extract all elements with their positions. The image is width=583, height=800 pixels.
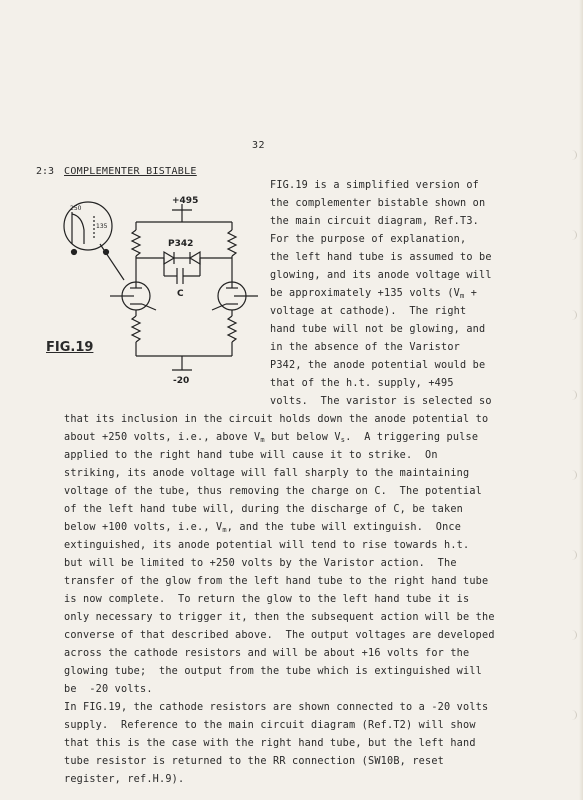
body-line-8: extinguished, its anode potential will tend to rise towards h.t. xyxy=(64,540,470,551)
body-line-13: converse of that described above. The output voltages are developed xyxy=(64,630,495,641)
binder-mark xyxy=(562,710,577,720)
body-line-7 xyxy=(64,522,461,534)
right-line-6: glowing, and its anode voltage will xyxy=(270,270,492,281)
body-line-17: In FIG.19, the cathode resistors are shown connected to a -20 volts xyxy=(64,702,489,713)
supply-label: +495 xyxy=(172,196,199,206)
body-line-10: transfer of the glow from the left hand tube to the right hand tube xyxy=(64,576,489,587)
body-line-3: applied to the right hand tube will cause it to strike. On xyxy=(64,450,438,461)
body-line-7-after: , and the tube will extinguish. Once xyxy=(226,522,462,533)
binder-mark xyxy=(562,310,577,320)
body-line-21: register, ref.H.9). xyxy=(64,774,185,785)
body-line-15: glowing tube; the output from the tube which is extinguished will xyxy=(64,666,483,677)
body-line-9: but will be limited to +250 volts by the Varistor action. The xyxy=(64,558,457,569)
right-line-13: volts. The varistor is selected so xyxy=(270,396,492,407)
section-title: COMPLEMENTER BISTABLE xyxy=(64,166,197,177)
body-line-12: only necessary to trigger it, then the subsequent action will be the xyxy=(64,612,495,623)
fig19-circuit-diagram xyxy=(60,196,270,396)
body-line-19: that this is the case with the right hand tube, but the left hand xyxy=(64,738,476,749)
binder-mark xyxy=(562,150,577,160)
body-line-18: supply. Reference to the main circuit diagram (Ref.T2) will show xyxy=(64,720,476,731)
right-line-9: hand tube will not be glowing, and xyxy=(270,324,486,335)
capacitor-label: C xyxy=(177,289,184,299)
right-line-7-before: be approximately +135 volts (V xyxy=(270,288,461,299)
body-line-1: that its inclusion in the circuit holds down the anode potential to xyxy=(64,414,489,425)
right-line-5: the left hand tube is assumed to be xyxy=(270,252,492,263)
binder-mark xyxy=(562,470,577,480)
body-line-2-sub1: m xyxy=(260,436,265,444)
body-line-4: striking, its anode voltage will fall sharply to the maintaining xyxy=(64,468,470,479)
return-label: -20 xyxy=(173,376,190,386)
page-edge-shadow xyxy=(579,0,583,800)
body-line-2-sub2: s xyxy=(340,436,346,444)
right-line-1: FIG.19 is a simplified version of xyxy=(270,180,480,191)
body-line-20: tube resistor is returned to the RR connection (SW10B, reset xyxy=(64,756,445,767)
figure-label: FIG.19 xyxy=(46,340,94,355)
body-line-5: voltage of the tube, thus removing the charge on C. The potential xyxy=(64,486,483,497)
body-line-7-before: below +100 volts, i.e., V xyxy=(64,522,223,533)
binder-mark xyxy=(562,630,577,640)
inset-scale-top: 250 xyxy=(70,205,82,212)
right-line-7-after: + xyxy=(464,288,478,299)
varistor-label: P342 xyxy=(168,239,194,249)
body-line-11: is now complete. To return the glow to the left hand tube it is xyxy=(64,594,470,605)
page-number: 32 xyxy=(252,140,266,151)
right-line-12: that of the h.t. supply, +495 xyxy=(270,378,454,389)
body-line-16: be -20 volts. xyxy=(64,684,153,695)
body-line-6: of the left hand tube will, during the discharge of C, be taken xyxy=(64,504,464,515)
binder-mark xyxy=(562,230,577,240)
body-line-2-before: about +250 volts, i.e., above V xyxy=(64,432,261,443)
section-number: 2:3 xyxy=(36,166,55,177)
binder-mark xyxy=(562,390,577,400)
body-line-2-after: . A triggering pulse xyxy=(345,432,479,443)
right-line-11: P342, the anode potential would be xyxy=(270,360,486,371)
binder-mark xyxy=(562,550,577,560)
body-line-2 xyxy=(64,432,478,444)
inset-scale-side: 135 xyxy=(96,223,108,230)
right-line-4: For the purpose of explanation, xyxy=(270,234,467,245)
body-line-2-middle: but below V xyxy=(264,432,341,443)
body-line-7-sub: m xyxy=(222,526,227,534)
right-line-8: voltage at cathode). The right xyxy=(270,306,467,317)
right-line-2: the complementer bistable shown on xyxy=(270,198,486,209)
right-line-10: in the absence of the Varistor xyxy=(270,342,461,353)
right-line-7-sub: m xyxy=(460,292,465,300)
body-line-14: across the cathode resistors and will be about +16 volts for the xyxy=(64,648,470,659)
right-line-3: the main circuit diagram, Ref.T3. xyxy=(270,216,480,227)
right-line-7 xyxy=(270,288,477,300)
